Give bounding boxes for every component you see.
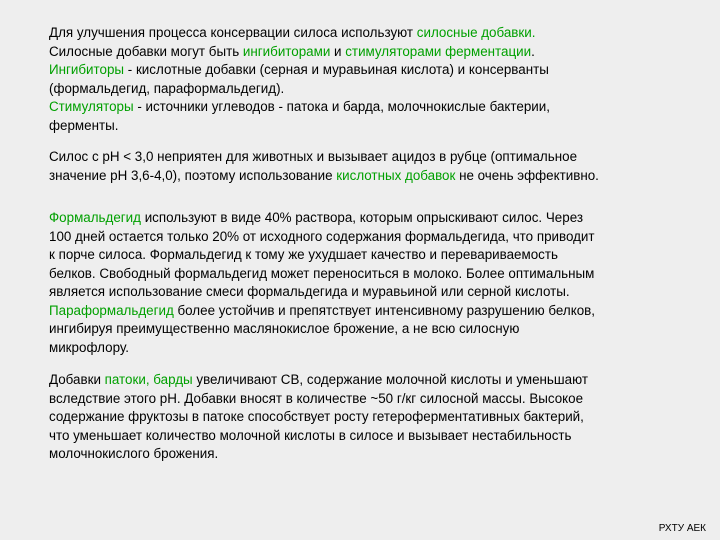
text-line <box>49 209 699 228</box>
highlighted-term: силосные добавки. <box>416 25 536 40</box>
text-run: более устойчив и препятствует интенсивному разрушению белков, <box>173 302 595 318</box>
text-run: ингибируя преимущественно маслянокислое брожение, а не всю силосную <box>49 321 520 336</box>
text-run: 100 дней остается только 20% от исходного содержания формальдегида, что приводит <box>49 228 595 244</box>
text-run: что уменьшает количество молочной кислоты в силосе и вызывает нестабильность <box>49 427 572 443</box>
highlighted-term: Формальдегид <box>49 210 141 225</box>
highlighted-term: стимуляторами ферментации <box>345 43 532 59</box>
text-run: к порче силоса. Формальдегид к тому же ухудшает качество и перевариваемость <box>49 247 558 262</box>
text-line <box>49 24 699 43</box>
text-run: молочнокислого брожения. <box>49 446 219 461</box>
paragraph-formaldehyde <box>49 209 699 357</box>
paragraph-silage-additives <box>49 24 699 135</box>
text-line <box>49 265 699 284</box>
highlighted-term: патоки, барды <box>104 372 193 387</box>
text-line <box>49 228 699 247</box>
text-line <box>49 98 699 117</box>
text-line <box>49 339 699 358</box>
text-run: . <box>531 43 535 59</box>
text-line <box>49 390 699 409</box>
text-run: Силосные добавки могут быть <box>49 43 243 59</box>
text-line <box>49 283 699 302</box>
text-line <box>49 117 699 136</box>
text-line <box>49 61 699 80</box>
document-body <box>49 24 699 464</box>
highlighted-term: Ингибиторы <box>49 62 125 77</box>
highlighted-term: кислотных добавок <box>336 167 456 183</box>
text-run: вследствие этого рН. Добавки вносят в количестве ~50 г/кг силосной массы. Высокое <box>49 390 584 406</box>
text-line <box>49 427 699 446</box>
text-run: Добавки <box>49 372 105 387</box>
text-run: (формальдегид, параформальдегид). <box>49 80 285 96</box>
text-line <box>49 167 699 186</box>
text-line <box>49 408 699 427</box>
text-run: Для улучшения процесса консервации силоса используют <box>49 25 417 40</box>
text-run: ферменты. <box>49 117 119 133</box>
text-line <box>49 43 699 62</box>
text-line <box>49 246 699 265</box>
highlighted-term: Параформальдегид <box>49 302 174 318</box>
paragraph-ph-acidosis <box>49 148 699 185</box>
text-run: является использование смеси формальдегида и муравьиной или серной кислоты. <box>49 284 570 299</box>
text-run: не очень эффективно. <box>455 167 599 183</box>
text-line <box>49 302 699 321</box>
text-line <box>49 371 699 390</box>
text-run: белков. Свободный формальдегид может переноситься в молоко. Более оптимальным <box>49 265 595 281</box>
text-run: содержание фруктозы в патоке способствует росту гетероферментативных бактерий, <box>49 409 584 424</box>
text-line <box>49 320 699 339</box>
text-run: используют в виде 40% раствора, которым опрыскивают силос. Через <box>140 210 583 225</box>
text-run: значение рН 3,6-4,0), поэтому использование <box>49 167 337 183</box>
text-line <box>49 80 699 99</box>
text-run: микрофлору. <box>49 339 129 355</box>
text-run: и <box>330 43 346 59</box>
highlighted-term: ингибиторами <box>242 43 331 59</box>
text-line <box>49 445 699 464</box>
text-line <box>49 148 699 167</box>
text-run: - источники углеводов - патока и барда, молочнокислые бактерии, <box>133 99 550 114</box>
text-run: Силос с рН < 3,0 неприятен для животных и вызывает ацидоз в рубце (оптимальное <box>49 149 578 164</box>
text-run: - кислотные добавки (серная и муравьиная кислота) и консерванты <box>124 62 549 77</box>
text-run: увеличивают СВ, содержание молочной кислоты и уменьшают <box>192 372 588 387</box>
footer-label: РХТУ АЕК <box>658 523 706 534</box>
paragraph-molasses-barda <box>49 371 699 464</box>
highlighted-term: Стимуляторы <box>49 99 134 114</box>
